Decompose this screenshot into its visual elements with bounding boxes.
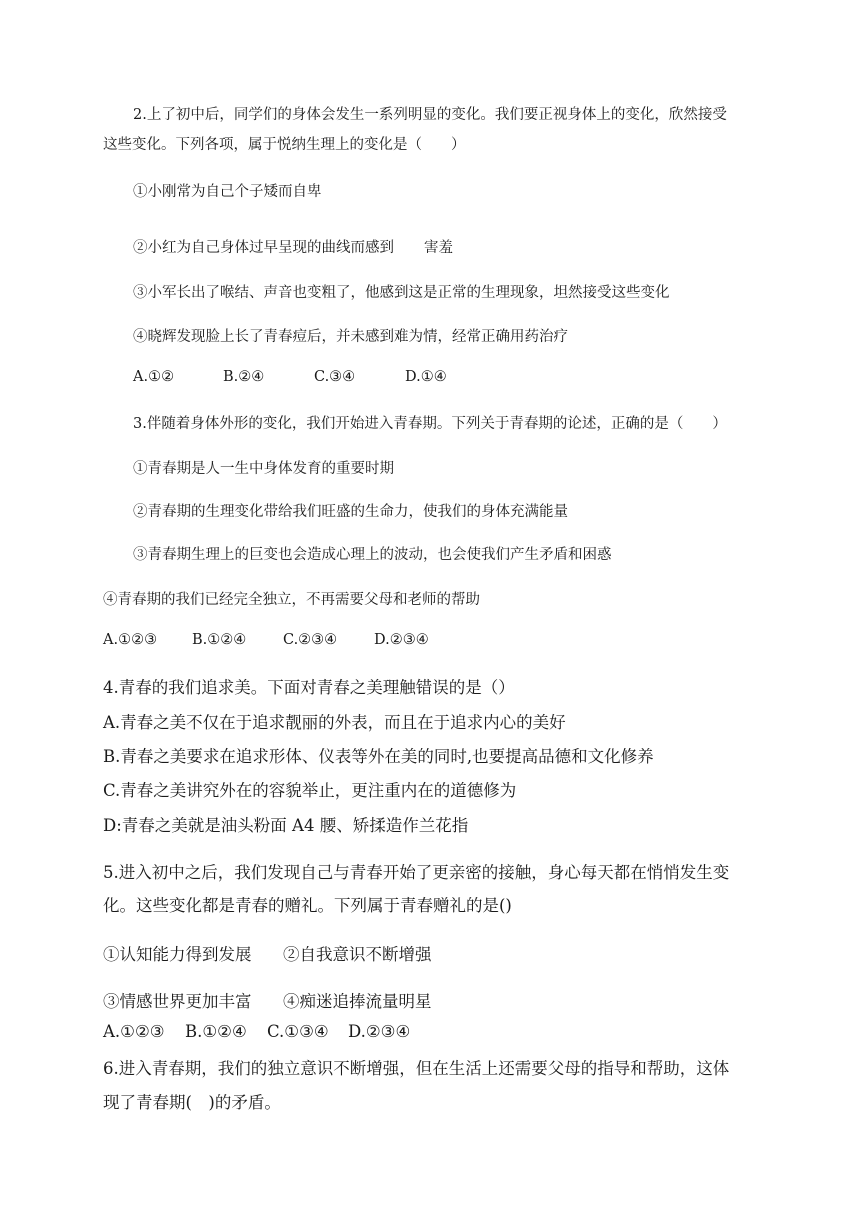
q2-option-c: C.③④ <box>314 369 356 385</box>
q3-option-c: C.②③④ <box>283 632 338 648</box>
q6-stem-line2: 现了青春期( )的矛盾。 <box>103 1093 281 1112</box>
q5-item-4: ④痴迷追捧流量明星 <box>283 992 432 1011</box>
q3-item-1: ①青春期是人一生中身体发育的重要时期 <box>133 461 394 477</box>
q2-options <box>133 369 447 385</box>
q5-option-b: B.①②④ <box>185 1022 247 1041</box>
q5-stem-line2: 化。这些变化都是青春的赠礼。下列属于青春赠礼的是() <box>103 896 512 915</box>
q3-option-b: B.①②④ <box>192 632 247 648</box>
q2-stem-line1: 2.上了初中后，同学们的身体会发生一系列明显的变化。我们要正视身体上的变化，欣然接受 <box>133 107 727 123</box>
q2-option-a: A.①② <box>133 369 175 385</box>
q5-option-a: A.①②③ <box>103 1022 165 1041</box>
q4-option-a: A.青春之美不仅在于追求靓丽的外表，而且在于追求内心的美好 <box>103 713 566 732</box>
q5-row-1 <box>103 941 432 965</box>
q5-item-1: ①认知能力得到发展 <box>103 945 252 964</box>
q4-stem: 4.青春的我们追求美。下面对青春之美理触错误的是（） <box>103 678 515 697</box>
q3-item-4: ④青春期的我们已经完全独立，不再需要父母和老师的帮助 <box>103 592 480 608</box>
q2-stem-line2: 这些变化。下列各项，属于悦纳生理上的变化是（ ） <box>103 137 466 153</box>
q4-option-d: D:青春之美就是油头粉面 A4 腰、矫揉造作兰花指 <box>103 816 469 835</box>
q3-option-d: D.②③④ <box>374 632 429 648</box>
q5-item-3: ③情感世界更加丰富 <box>103 992 252 1011</box>
q5-stem-line1: 5.进入初中之后，我们发现自己与青春开始了更亲密的接触，身心每天都在悄悄发生变 <box>103 863 730 882</box>
q3-stem: 3.伴随着身体外形的变化，我们开始进入青春期。下列关于青春期的论述，正确的是（ ） <box>133 416 727 432</box>
q5-item-2: ②自我意识不断增强 <box>283 945 432 964</box>
q3-item-3: ③青春期生理上的巨变也会造成心理上的波动，也会使我们产生矛盾和困惑 <box>133 547 612 563</box>
q5-option-d: D.②③④ <box>348 1022 411 1041</box>
q2-item-1: ①小刚常为自己个子矮而自卑 <box>133 184 322 200</box>
q6-stem-line1: 6.进入青春期，我们的独立意识不断增强，但在生活上还需要父母的指导和帮助，这体 <box>103 1059 730 1078</box>
q2-option-d: D.①④ <box>405 369 447 385</box>
q2-item-4: ④晓辉发现脸上长了青春痘后，并未感到难为情，经常正确用药治疗 <box>133 329 568 345</box>
q2-option-b: B.②④ <box>223 369 265 385</box>
q3-item-2: ②青春期的生理变化带给我们旺盛的生命力，使我们的身体充满能量 <box>133 504 568 520</box>
q2-item-3: ③小军长出了喉结、声音也变粗了，他感到这是正常的生理现象，坦然接受这些变化 <box>133 285 670 301</box>
q2-item-2-text: ②小红为自己身体过早呈现的曲线而感到 <box>133 240 394 256</box>
q4-option-c: C.青春之美讲究外在的容貌举止，更注重内在的道德修为 <box>103 781 517 800</box>
q4-option-b: B.青春之美要求在追求形体、仪表等外在美的同时,也要提高品德和文化修养 <box>103 747 654 766</box>
q5-option-c: C.①③④ <box>267 1022 329 1041</box>
q3-options <box>103 632 429 648</box>
q3-option-a: A.①②③ <box>103 632 158 648</box>
q5-options <box>103 1022 410 1041</box>
q2-item-2-tail: 害羞 <box>424 240 453 256</box>
q5-row-2 <box>103 988 432 1012</box>
q2-item-2 <box>133 236 453 257</box>
